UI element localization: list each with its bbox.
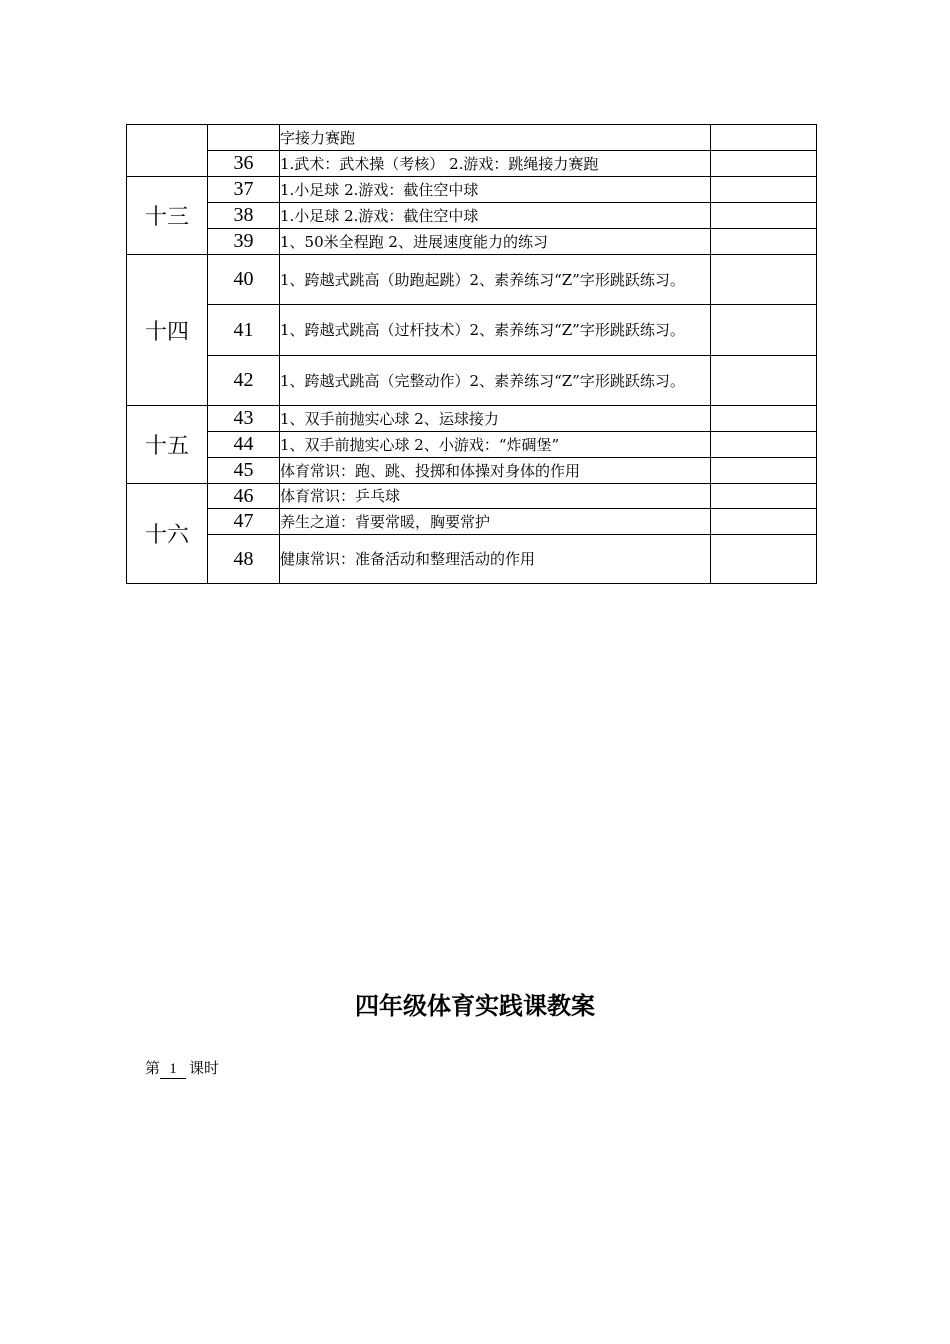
week-cell bbox=[127, 125, 208, 177]
table-row bbox=[127, 125, 817, 151]
lesson-number-cell: 40 bbox=[208, 255, 280, 305]
lesson-content-cell: 1、跨越式跳高（过杆技术）2、素养练习“Z”字形跳跃练习。 bbox=[280, 305, 711, 356]
table-row bbox=[127, 177, 817, 203]
remark-cell bbox=[711, 177, 817, 203]
lesson-number-cell: 47 bbox=[208, 509, 280, 535]
lesson-number-cell: 43 bbox=[208, 406, 280, 432]
remark-cell bbox=[711, 125, 817, 151]
lesson-number-cell: 41 bbox=[208, 305, 280, 356]
remark-cell bbox=[711, 484, 817, 509]
remark-cell bbox=[711, 151, 817, 177]
week-cell: 十三 bbox=[127, 177, 208, 255]
lesson-number-cell: 38 bbox=[208, 203, 280, 229]
lesson-number-cell: 42 bbox=[208, 356, 280, 406]
table-row bbox=[127, 255, 817, 305]
lesson-content-cell: 1.小足球 2.游戏：截住空中球 bbox=[280, 203, 711, 229]
lesson-content-cell: 1、跨越式跳高（完整动作）2、素养练习“Z”字形跳跃练习。 bbox=[280, 356, 711, 406]
lesson-content-cell: 体育常识：跑、跳、投掷和体操对身体的作用 bbox=[280, 458, 711, 484]
remark-cell bbox=[711, 305, 817, 356]
table-row bbox=[127, 151, 817, 177]
table-row bbox=[127, 509, 817, 535]
lesson-number-cell: 45 bbox=[208, 458, 280, 484]
lesson-content-cell: 体育常识：乒乓球 bbox=[280, 484, 711, 509]
lesson-content-cell: 1、双手前抛实心球 2、小游戏：“炸碉堡” bbox=[280, 432, 711, 458]
table-row bbox=[127, 406, 817, 432]
lesson-period-line bbox=[145, 1057, 219, 1079]
remark-cell bbox=[711, 458, 817, 484]
lesson-number-cell: 48 bbox=[208, 535, 280, 584]
remark-cell bbox=[711, 229, 817, 255]
teaching-schedule-table bbox=[126, 124, 817, 584]
remark-cell bbox=[711, 203, 817, 229]
lesson-number-cell: 39 bbox=[208, 229, 280, 255]
table-row bbox=[127, 535, 817, 584]
remark-cell bbox=[711, 255, 817, 305]
lesson-content-cell: 1、50米全程跑 2、进展速度能力的练习 bbox=[280, 229, 711, 255]
table-row bbox=[127, 458, 817, 484]
week-cell: 十六 bbox=[127, 484, 208, 584]
week-cell: 十五 bbox=[127, 406, 208, 484]
lesson-content-cell: 1.小足球 2.游戏：截住空中球 bbox=[280, 177, 711, 203]
lesson-number-cell: 46 bbox=[208, 484, 280, 509]
table-row bbox=[127, 432, 817, 458]
table-row bbox=[127, 356, 817, 406]
lesson-number-cell: 36 bbox=[208, 151, 280, 177]
document-title: 四年级体育实践课教案 bbox=[355, 991, 595, 1020]
remark-cell bbox=[711, 356, 817, 406]
remark-cell bbox=[711, 535, 817, 584]
remark-cell bbox=[711, 432, 817, 458]
lesson-content-cell: 1.武术：武术操（考核） 2.游戏：跳绳接力赛跑 bbox=[280, 151, 711, 177]
lesson-content-cell: 1、双手前抛实心球 2、运球接力 bbox=[280, 406, 711, 432]
lesson-number-cell: 37 bbox=[208, 177, 280, 203]
lesson-suffix: 课时 bbox=[189, 1059, 220, 1077]
table-row bbox=[127, 305, 817, 356]
week-cell: 十四 bbox=[127, 255, 208, 406]
table-row bbox=[127, 484, 817, 509]
lesson-content-cell: 养生之道：背要常暖，胸要常护 bbox=[280, 509, 711, 535]
lesson-content-cell: 1、跨越式跳高（助跑起跳）2、素养练习“Z”字形跳跃练习。 bbox=[280, 255, 711, 305]
lesson-number-cell bbox=[208, 125, 280, 151]
remark-cell bbox=[711, 406, 817, 432]
remark-cell bbox=[711, 509, 817, 535]
table-row bbox=[127, 203, 817, 229]
lesson-number: 1 bbox=[160, 1060, 186, 1079]
lesson-prefix: 第 bbox=[145, 1059, 161, 1077]
lesson-content-cell: 字接力赛跑 bbox=[280, 125, 711, 151]
table-row bbox=[127, 229, 817, 255]
lesson-content-cell: 健康常识：准备活动和整理活动的作用 bbox=[280, 535, 711, 584]
lesson-number-cell: 44 bbox=[208, 432, 280, 458]
